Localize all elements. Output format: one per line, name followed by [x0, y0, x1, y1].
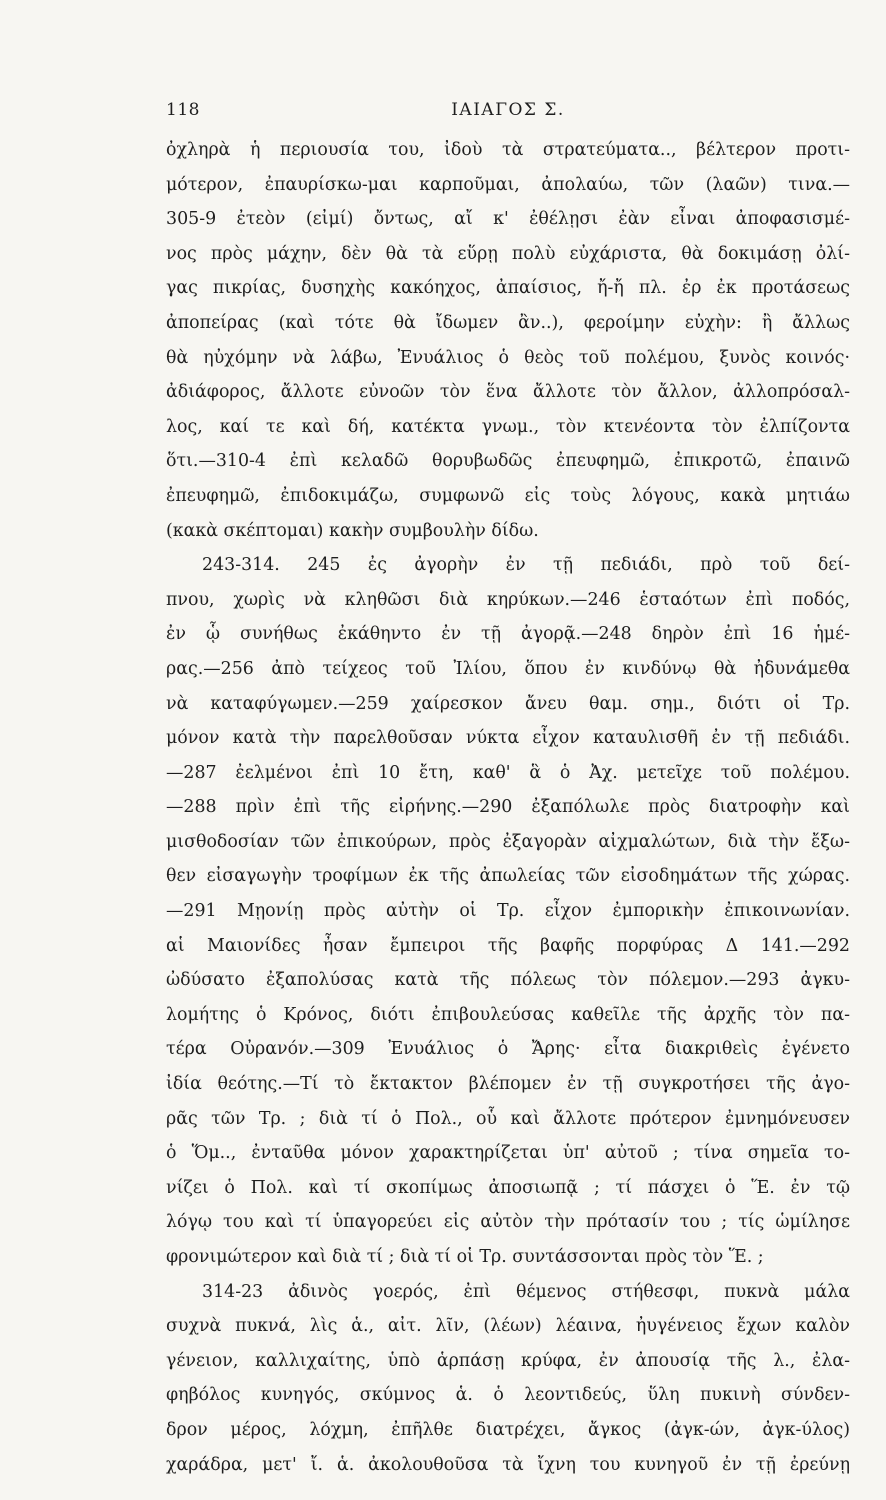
text-line: 243-314. 245 ἐς ἀγορὴν ἐν τῇ πεδιάδι, πρὸ τοῦ δεί- — [202, 555, 850, 576]
text-line: —291 Μῃονίῃ πρὸς αὐτὴν οἱ Τρ. εἶχον ἐμπορικὴν ἐπικοινωνίαν. — [166, 901, 850, 922]
commentary-text — [166, 133, 850, 1482]
text-line: φηβόλος κυνηγός, σκύμνος ἁ. ὁ λεοντιδεύς, ὕλη πυκινὴ σύνδεν- — [166, 1385, 850, 1406]
text-line: ἀποπείρας (καὶ τότε θὰ ἴδωμεν ἂν..), φεροίμην εὐχὴν: ἢ ἄλλως — [166, 312, 850, 333]
text-line: λος, καί τε καὶ δή, κατέκτα γνωμ., τὸν κτενέοντα τὸν ἐλπίζοντα — [166, 416, 850, 437]
text-line: νίζει ὁ Πολ. καὶ τί σκοπίμως ἀποσιωπᾷ ; τί πάσχει ὁ Ἕ. ἐν τῷ — [166, 1177, 850, 1198]
text-line: (κακὰ σκέπτομαι) κακὴν συμβουλὴν δίδω. — [166, 520, 539, 541]
text-line: ἰδία θεότης.—Τί τὸ ἔκτακτον βλέπομεν ἐν τῇ συγκροτήσει τῆς ἀγο- — [166, 1074, 850, 1095]
text-line: γας πικρίας, δυσηχὴς κακόηχος, ἀπαίσιος, ἤ-ἤ πλ. ἐρ ἐκ προτάσεως — [166, 278, 850, 299]
text-line: 305-9 ἐτεὸν (εἰμί) ὄντως, αἴ κ' ἐθέλῃσι ἐὰν εἶναι ἀποφασισμέ- — [166, 209, 850, 230]
text-line: μισθοδοσίαν τῶν ἐπικούρων, πρὸς ἐξαγορὰν αἰχμαλώτων, διὰ τὴν ἔξω- — [166, 831, 850, 852]
text-line: ἐπευφημῶ, ἐπιδοκιμάζω, συμφωνῶ εἰς τοὺς λόγους, κακὰ μητιάω — [166, 485, 850, 506]
text-line: συχνὰ πυκνά, λὶς ἁ., αἰτ. λῖν, (λέων) λέαινα, ἠυγένειος ἔχων καλὸν — [166, 1316, 850, 1337]
running-title: ΙΑΙΑΓΟΣ Σ. — [451, 100, 565, 120]
text-line: ὁ Ὅμ.., ἐνταῦθα μόνον χαρακτηρίζεται ὑπ' αὐτοῦ ; τίνα σημεῖα το- — [166, 1143, 850, 1164]
text-line: ὀχληρὰ ἡ περιουσία του, ἰδοὺ τὰ στρατεύματα.., βέλτερον προτι- — [166, 140, 850, 160]
text-line: νὰ καταφύγωμεν.—259 χαίρεσκον ἄνευ θαμ. σημ., διότι οἱ Τρ. — [166, 693, 850, 714]
text-line: χαράδρα, μετ' ἴ. ἁ. ἀκολουθοῦσα τὰ ἴχνη του κυνηγοῦ ἐν τῇ ἐρεύνῃ — [166, 1454, 850, 1475]
text-line: ρᾶς τῶν Τρ. ; διὰ τί ὁ Πολ., οὗ καὶ ἄλλοτε πρότερον ἐμνημόνευσεν — [166, 1108, 850, 1129]
text-line: πνου, χωρὶς νὰ κληθῶσι διὰ κηρύκων.—246 ἑσταότων ἐπὶ ποδός, — [166, 589, 850, 610]
text-line: λόγῳ του καὶ τί ὑπαγορεύει εἰς αὐτὸν τὴν πρότασίν του ; τίς ὡμίλησε — [166, 1212, 850, 1233]
text-line: ἀδιάφορος, ἄλλοτε εὐνοῶν τὸν ἕνα ἄλλοτε τὸν ἄλλον, ἀλλοπρόσαλ- — [166, 382, 850, 403]
text-line: αἱ Μαιονίδες ἦσαν ἔμπειροι τῆς βαφῆς πορφύρας Δ 141.—292 — [166, 935, 850, 956]
text-line: τέρα Οὐρανόν.—309 Ἐνυάλιος ὁ Ἄρης· εἶτα διακριθεὶς ἐγένετο — [166, 1039, 850, 1060]
text-line: μόνον κατὰ τὴν παρελθοῦσαν νύκτα εἶχον καταυλισθῆ ἐν τῇ πεδιάδι. — [166, 728, 850, 749]
text-line: ὅτι.—310-4 ἐπὶ κελαδῶ θορυβωδῶς ἐπευφημῶ, ἐπικροτῶ, ἐπαινῶ — [166, 451, 850, 472]
text-line: γένειον, καλλιχαίτης, ὑπὸ ἁρπάσῃ κρύφα, ἐν ἀπουσίᾳ τῆς λ., ἐλα- — [166, 1350, 850, 1371]
text-line: λομήτης ὁ Κρόνος, διότι ἐπιβουλεύσας καθεῖλε τῆς ἀρχῆς τὸν πα- — [166, 1004, 850, 1025]
text-line: θὰ ηὐχόμην νὰ λάβω, Ἐνυάλιος ὁ θεὸς τοῦ πολέμου, ξυνὸς κοινός· — [166, 347, 850, 368]
text-line: ἐν ᾧ συνήθως ἐκάθηντο ἐν τῇ ἀγορᾷ.—248 δηρὸν ἐπὶ 16 ἡμέ- — [166, 624, 850, 645]
text-line: μότερον, ἐπαυρίσκω-μαι καρποῦμαι, ἀπολαύω, τῶν (λαῶν) τινα.— — [166, 174, 850, 195]
text-line: —288 πρὶν ἐπὶ τῆς εἰρήνης.—290 ἐξαπόλωλε πρὸς διατροφὴν καὶ — [166, 797, 850, 818]
text-line: δρον μέρος, λόχμη, ἐπῆλθε διατρέχει, ἄγκος (ἀγκ-ών, ἀγκ-ύλος) — [166, 1419, 850, 1440]
text-line: νος πρὸς μάχην, δὲν θὰ τὰ εὕρῃ πολὺ εὐχάριστα, θὰ δοκιμάσῃ ὀλί- — [166, 243, 850, 264]
text-line: ὠδύσατο ἐξαπολύσας κατὰ τῆς πόλεως τὸν πόλεμον.—293 ἀγκυ- — [166, 970, 850, 991]
page-number: 118 — [166, 100, 200, 120]
text-line: θεν εἰσαγωγὴν τροφίμων ἐκ τῆς ἀπωλείας τῶν εἰσοδημάτων τῆς χώρας. — [166, 866, 850, 887]
text-line: 314-23 ἀδινὸς γοερός, ἐπὶ θέμενος στήθεσφι, πυκνὰ μάλα — [202, 1281, 850, 1302]
page-header — [166, 100, 850, 122]
text-line: ρας.—256 ἀπὸ τείχεος τοῦ Ἰλίου, ὅπου ἐν κινδύνῳ θὰ ἠδυνάμεθα — [166, 658, 850, 679]
text-line: —287 ἐελμένοι ἐπὶ 10 ἔτη, καθ' ἃ ὁ Ἀχ. μετεῖχε τοῦ πολέμου. — [166, 762, 850, 783]
text-line: φρονιμώτερον καὶ διὰ τί ; διὰ τί οἱ Τρ. συντάσσονται πρὸς τὸν Ἕ. ; — [166, 1247, 764, 1267]
